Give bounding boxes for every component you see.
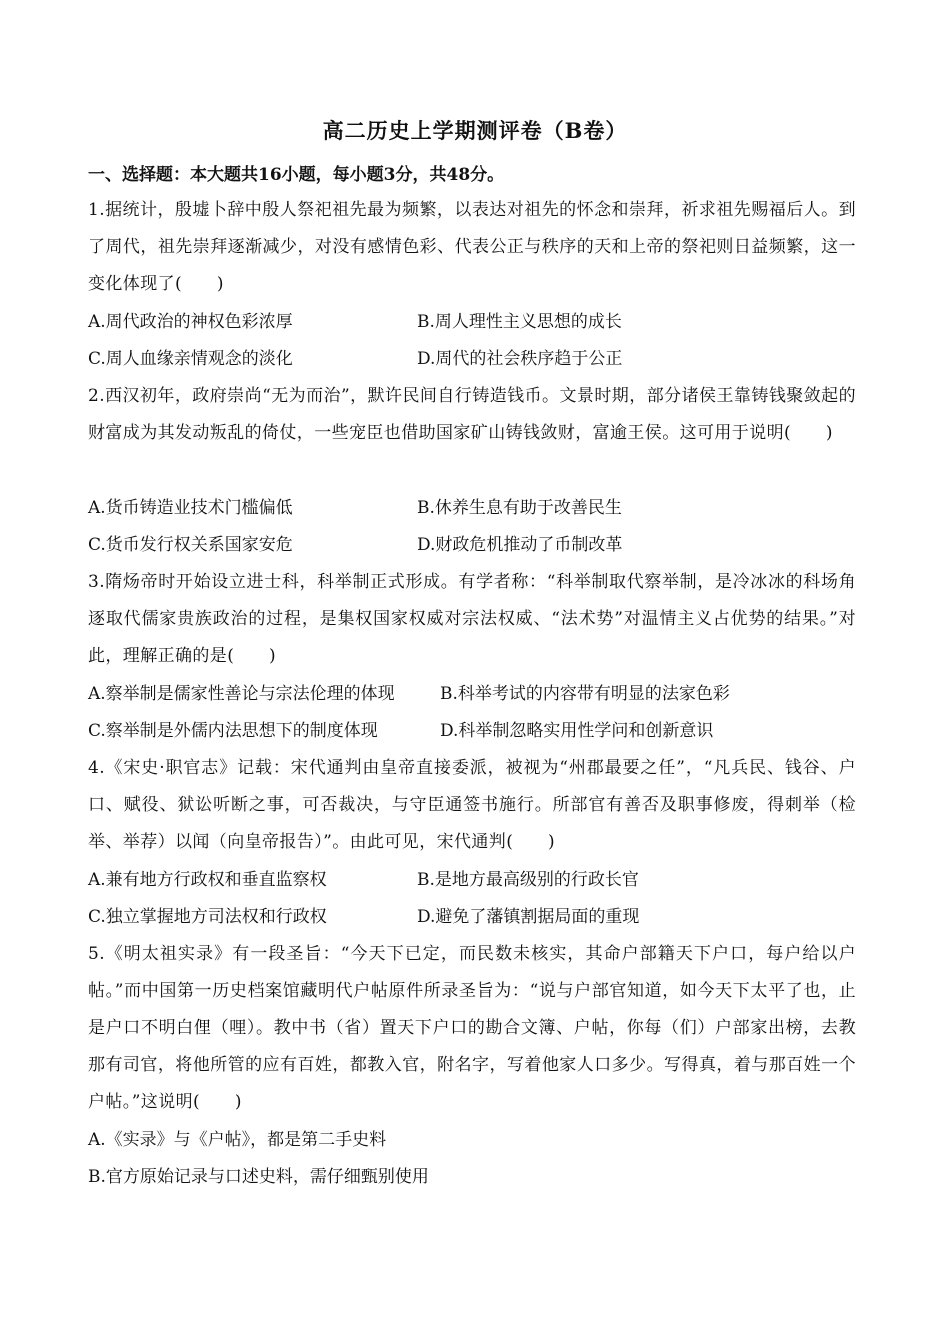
question-3-option-a: A.察举制是儒家性善论与宗法伦理的体现 bbox=[88, 684, 395, 704]
question-3-option-d: D.科举制忽略实用性学问和创新意识 bbox=[440, 721, 714, 741]
question-5-stem: 5.《明太祖实录》有一段圣旨：“今天下已定，而民数未核实，其命户部籍天下户口，每户给以户帖。”而中国第一历史档案馆藏明代户帖原件所录圣旨为：“说与户部官知道，如今天下太平了也，止是户口不明白俚（哩）。教中书（省）置天下户口的勘合文簿、户帖，你每（们）户部家出榜，去教那有司官，将他所管的应有百姓，都教入官，附名字，写着他家人口多少。写得真，着与那百姓一个户帖。”这说明( ) bbox=[88, 944, 856, 1112]
question-2-option-a: A.货币铸造业技术门槛偏低 bbox=[88, 498, 293, 518]
question-1-stem: 1.据统计，殷墟卜辞中殷人祭祀祖先最为频繁，以表达对祖先的怀念和崇拜，祈求祖先赐福后人。到了周代，祖先崇拜逐渐减少，对没有感情色彩、代表公正与秩序的天和上帝的祭祀则日益频繁，这一变化体现了( ) bbox=[88, 200, 856, 294]
question-2-stem: 2.西汉初年，政府崇尚“无为而治”，默许民间自行铸造钱币。文景时期，部分诸侯王靠铸钱聚敛起的财富成为其发动叛乱的倚仗，一些宠臣也借助国家矿山铸钱敛财，富逾王侯。这可用于说明( ) bbox=[88, 386, 856, 443]
question-4-stem: 4.《宋史·职官志》记载：宋代通判由皇帝直接委派，被视为“州郡最要之任”，“凡兵民、钱谷、户口、赋役、狱讼听断之事，可否裁决，与守臣通签书施行。所部官有善否及职事修废，得刺举（检举、举荐）以闻（向皇帝报告）”。由此可见，宋代通判( ) bbox=[88, 758, 856, 852]
question-1-option-a: A.周代政治的神权色彩浓厚 bbox=[88, 312, 293, 332]
question-4-option-d: D.避免了藩镇割据局面的重现 bbox=[417, 907, 640, 927]
question-4-option-a: A.兼有地方行政权和垂直监察权 bbox=[88, 870, 327, 890]
question-2-option-b: B.休养生息有助于改善民生 bbox=[417, 498, 622, 518]
question-1-option-b: B.周人理性主义思想的成长 bbox=[417, 312, 622, 332]
page-title: 高二历史上学期测评卷（B卷） bbox=[322, 118, 628, 143]
question-3-option-c: C.察举制是外儒内法思想下的制度体现 bbox=[88, 721, 378, 741]
question-3-option-b: B.科举考试的内容带有明显的法家色彩 bbox=[440, 684, 730, 704]
question-2-option-c: C.货币发行权关系国家安危 bbox=[88, 535, 293, 555]
question-1-option-c: C.周人血缘亲情观念的淡化 bbox=[88, 349, 293, 369]
question-1-option-d: D.周代的社会秩序趋于公正 bbox=[417, 349, 623, 369]
section-heading: 一、选择题：本大题共16小题，每小题3分，共48分。 bbox=[88, 165, 505, 185]
question-4-option-b: B.是地方最高级别的行政长官 bbox=[417, 870, 639, 890]
question-2-option-d: D.财政危机推动了币制改革 bbox=[417, 535, 623, 555]
question-5-option-b: B.官方原始记录与口述史料，需仔细甄别使用 bbox=[88, 1167, 429, 1187]
question-5-option-a: A.《实录》与《户帖》，都是第二手史料 bbox=[88, 1130, 387, 1150]
question-4-option-c: C.独立掌握地方司法权和行政权 bbox=[88, 907, 327, 927]
question-3-stem: 3.隋炀帝时开始设立进士科，科举制正式形成。有学者称：“科举制取代察举制，是冷冰冰的科场角逐取代儒家贵族政治的过程，是集权国家权威对宗法权威、“法术势”对温情主义占优势的结果。”对此，理解正确的是( ) bbox=[88, 572, 856, 666]
